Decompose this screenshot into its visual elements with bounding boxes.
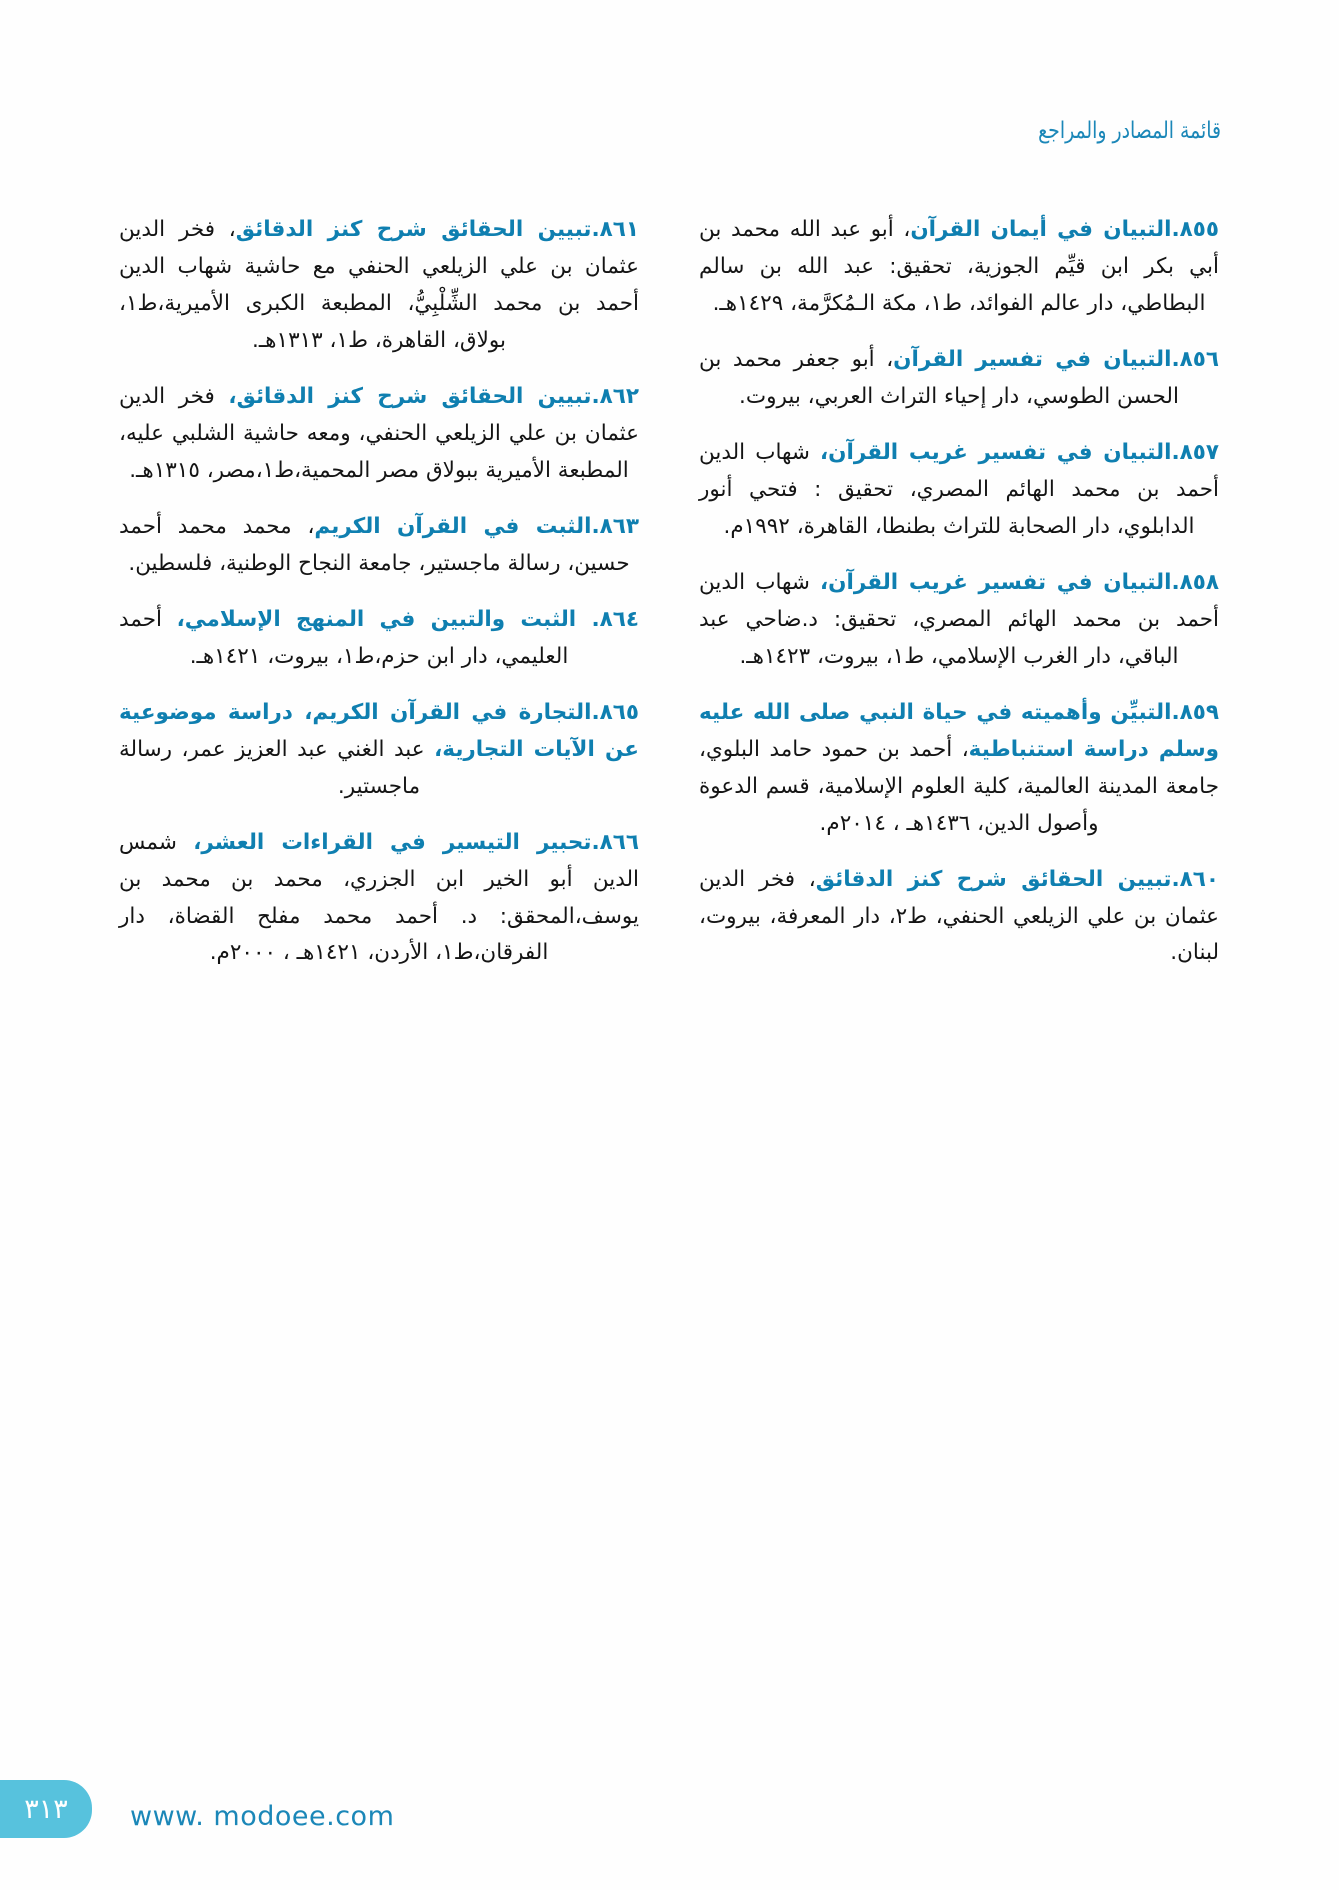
entry-number: ٨٥٦. <box>1171 346 1220 372</box>
entry-title: التبيان في أيمان القرآن <box>910 217 1172 242</box>
entry-title: التبيان في تفسير القرآن <box>893 346 1172 372</box>
entry-details: عبد الغني عبد العزيز عمر، رسالة ماجستير. <box>119 736 435 799</box>
entry-title: الثبت في القرآن الكريم <box>314 513 592 539</box>
page-header <box>121 118 1221 158</box>
entry-number: ٨٦١. <box>591 217 639 242</box>
bibliography-entry <box>699 862 1219 973</box>
bibliography-entry <box>699 342 1219 416</box>
bibliography-entry <box>699 212 1219 323</box>
entry-details: شمس الدين أبو الخير ابن الجزري، محمد بن محمد بن يوسف،المحقق: د. أحمد محمد مفلح القضاة، دار الفرقان،ط١، الأردن، ١٤٢١هـ ، ٢٠٠٠م. <box>119 829 639 966</box>
bibliography-entry <box>119 825 639 973</box>
entry-number: ٨٦٢. <box>591 383 639 409</box>
bibliography-columns <box>119 212 1219 991</box>
bibliography-entry <box>119 602 639 676</box>
entry-details: ، أبو عبد الله محمد بن أبي بكر ابن قيِّم الجوزية، تحقيق: عبد الله بن سالم البطاطي، دار عالم الفوائد، ط١، مكة الـمُكرَّمة، ١٤٢٩هـ. <box>699 217 1219 316</box>
page-footer <box>0 1740 1339 1890</box>
entry-number: ٨٥٧. <box>1171 439 1219 465</box>
entry-number: ٨٦٠. <box>1171 866 1219 892</box>
bibliography-entry <box>699 565 1219 676</box>
entry-number: ٨٦٣. <box>591 513 640 539</box>
header-title: قائمة المصادر والمراجع <box>1038 118 1221 144</box>
entry-title: تبيين الحقائق شرح كنز الدقائق، <box>228 383 592 409</box>
entry-details: أحمد العليمي، دار ابن حزم،ط١، بيروت، ١٤٢١هـ. <box>119 606 569 669</box>
entry-details: ، فخر الدين عثمان بن علي الزيلعي الحنفي مع حاشية شهاب الدين أحمد بن محمد الشِّلْبِيُّ، المطبعة الكبرى الأميرية،ط١، بولاق، القاهرة، ط١، ١٣١٣هـ. <box>119 217 639 353</box>
entry-title: تبيين الحقائق شرح كنز الدقائق <box>235 217 592 242</box>
bibliography-entry <box>699 695 1219 843</box>
bibliography-entry <box>119 695 639 806</box>
entry-title: الثبت والتبين في المنهج الإسلامي، <box>176 606 592 632</box>
entry-details: ، فخر الدين عثمان بن علي الزيلعي الحنفي، ط٢، دار المعرفة، بيروت، لبنان. <box>699 866 1220 966</box>
page-number: ٣١٣ <box>24 1793 68 1825</box>
entry-title: تبيين الحقائق شرح كنز الدقائق <box>815 866 1172 892</box>
entry-number: ٨٥٨. <box>1171 569 1219 595</box>
website-url[interactable]: www. modoee.com <box>130 1801 395 1832</box>
entry-number: ٨٦٦. <box>591 829 639 855</box>
entry-title: التبيِّن وأهميته في حياة النبي صلى الله عليه وسلم دراسة استنباطية <box>699 699 1219 762</box>
entry-number: ٨٦٤. <box>591 606 639 632</box>
entry-details: شهاب الدين أحمد بن محمد الهائم المصري، تحقيق : فتحي أنور الدابلوي، دار الصحابة للتراث بطنطا، القاهرة، ١٩٩٢م. <box>699 439 1219 539</box>
bibliography-entry <box>119 212 639 360</box>
bibliography-entry <box>119 509 639 583</box>
bibliography-entry <box>699 435 1219 546</box>
entry-details: فخر الدين عثمان بن علي الزيلعي الحنفي، ومعه حاشية الشلبي عليه، المطبعة الأميرية ببولاق مصر المحمية،ط١،مصر، ١٣١٥هـ. <box>119 383 639 483</box>
entry-number: ٨٥٥. <box>1171 217 1219 242</box>
entry-details: ، أحمد بن حمود حامد البلوي، جامعة المدينة العالمية، كلية العلوم الإسلامية، قسم الدعوة وأصول الدين، ١٤٣٦هـ ، ٢٠١٤م. <box>699 736 1219 836</box>
page-number-badge <box>0 1780 92 1838</box>
entry-number: ٨٦٥. <box>591 699 639 725</box>
entry-number: ٨٥٩. <box>1171 699 1219 725</box>
entry-details: ، محمد محمد أحمد حسين، رسالة ماجستير، جامعة النجاح الوطنية، فلسطين. <box>119 513 630 576</box>
bibliography-column-left <box>119 212 639 991</box>
entry-details: ، أبو جعفر محمد بن الحسن الطوسي، دار إحياء التراث العربي، بيروت. <box>699 346 1179 409</box>
bibliography-entry <box>119 379 639 490</box>
bibliography-column-right <box>699 212 1219 991</box>
entry-title: التبيان في تفسير غريب القرآن، <box>819 569 1172 595</box>
entry-title: تحبير التيسير في القراءات العشر، <box>193 829 592 855</box>
entry-title: التبيان في تفسير غريب القرآن، <box>819 439 1172 465</box>
entry-title: التجارة في القرآن الكريم، دراسة موضوعية عن الآيات التجارية، <box>119 699 639 762</box>
entry-details: شهاب الدين أحمد بن محمد الهائم المصري، تحقيق: د.ضاحي عبد الباقي، دار الغرب الإسلامي، ط١، بيروت، ١٤٢٣هـ. <box>699 569 1219 669</box>
